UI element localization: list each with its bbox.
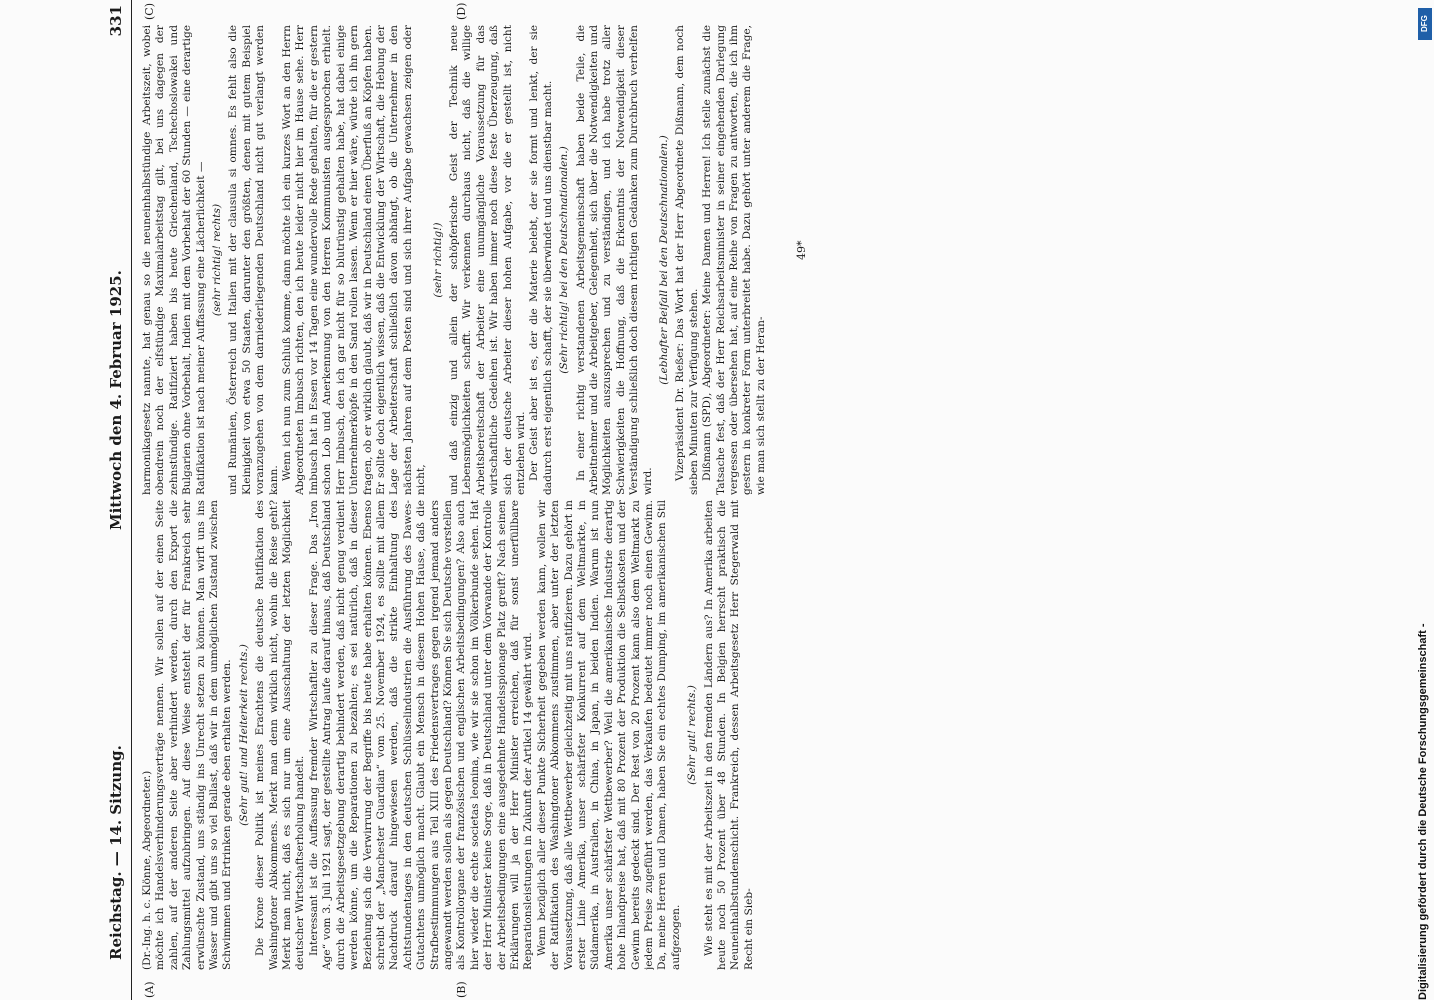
margin-marker-b: (B) [455,981,468,998]
paragraph: Wenn bezüglich aller dieser Punkte Sicherheit gegeben werden kann, wollen wir der Ratifikation des Washingtoner Abkommens zustimmen, aber unter der letzten Voraussetzung, daß alle Wettbewerber gleichzeitig mit uns ratifizieren. Dazu gehört in erster Linie Amerika, unser schärfster Konkurrent auf dem Weltmarkte, in Südamerika, in Australien, in China, in Japan, in beiden Indien. Warum ist nun Amerika unser schärfster Wettbewerber? Weil die amerikanische Industrie derartig hohe Inlandpreise hat, daß mit 80 Prozent der Produktion die Selbstkosten und der Gewinn bereits gedeckt sind. Der Rest von 20 Prozent kann also dem Weltmarkt zu jedem Preise zugeführt werden, das Verkaufen bedeutet immer noch einen Gewinn. Da, meine Herren und Damen, haben Sie ein echtes Dumping, im amerikanischen Stil aufgezogen. [535,500,682,970]
paragraph: Der Geist aber ist es, der die Materie belebt, der sie formt und lenkt, der sie dadurch erst eigentlich schafft, der sie überwindet und uns dienstbar macht. [528,25,554,495]
interjection: (Lebhafter Beifall bei den Deutschnationalen.) [658,135,671,385]
header-date: Mittwoch den 4. Februar 1925. [107,270,125,530]
margin-marker-c: (C) [143,3,156,20]
paragraph: Die Krone dieser Politik ist meines Erachtens die deutsche Ratifikation des Washingtoner Abkommens. Merkt man denn wirklich nicht, wohin die Reise geht? Merkt man nicht, daß es sich nur um eine Ausschaltung der letzten Möglichkeit deutscher Wirtschaftserholung handelt. [254,500,307,970]
paragraph: Interessant ist die Auffassung fremder Wirtschaftler zu dieser Frage. Das „Iron Age“ vom 3. Juli 1921 sagt, der gestellte Antrag laufe darauf hinaus, daß Deutschland durch die Arbeitsgesetzgebung derartig behindert werden, daß nicht genug verdient werden könne, um die Reparationen zu bezahlen; es sei natürlich, daß in dieser Beziehung sich die Verwirrung der Begriffe bis heute habe erhalten können. Ebenso schreibt der „Manchester Guardian“ vom 25. November 1924, es sollte mit allem Nachdruck darauf hingewiesen werden, daß die strikte Einhaltung des Achtstundentages in den deutschen Schlüsselindustrien die Ausführung des Dawes-Gutachtens unmöglich macht. Glaubt ein Mensch in diesem Hohen Hause, daß die Strafbestimmungen aus Teil XIII des Friedensvertrages gegen irgend jemand anders angewandt werden sollen als gegen Deutschland? Können Sie sich Deutsche vorstellen als Kontrollorgane der französischen und englischen Arbeitsbedingungen? Also auch hier wieder die echte societas leonina, wie wir sie schon im Völkerbunde sehen. Hat der Herr Minister keine Sorge, daß in Deutschland unter dem Vorwande der Kontrolle der Arbeitsbedingungen eine ausgedehnte Handelsspionage Platz greift? Nach seinen Erklärungen will ja der Herr Minister erreichen, daß für sonst unerfüllbare Reparationsleistungen in Zukunft der Artikel 14 gewährt wird. [307,500,535,970]
paragraph: und daß einzig und allein der schöpferische Geist der Technik neue Lebensmöglichkeiten schafft. Wir verkennen durchaus nicht, daß die willige Arbeitsbereitschaft der Arbeiter eine unumgängliche Voraussetzung für das wirtschaftliche Gedeihen ist. Wir haben immer noch diese feste Überzeugung, daß sich der deutsche Arbeiter dieser hohen Aufgabe, vor die er gestellt ist, nicht entziehen wird. [447,25,527,495]
margin-marker-a: (A) [143,981,156,998]
paragraph: Dißmann (SPD), Abgeordneter: Meine Damen und Herren! Ich stelle zunächst die Tatsache fest, daß der Herr Reichsarbeitsminister in seiner eingehenden Darlegung vergessen oder übersehen hat, auf eine Reihe von Fragen zu antworten, die ich ihm gestern in konkreter Form unterbreitet habe. Dazu gehört unter anderem die Frage, wie man sich stellt zu der Heran- [701,25,767,495]
footer-number: 49* [795,240,808,260]
paragraph: und Rumänien, Österreich und Italien mit der clausula si omnes. Es fehlt also die Kleinigkeit von etwa 50 Staaten, darunter den größten, denen mit gutem Beispiel voranzugehen von dem darniederliegenden Deutschland nicht gut verlangt werden kann. [227,25,280,495]
paragraph: In einer richtig verstandenen Arbeitsgemeinschaft haben beide Teile, die Arbeitnehmer und die Arbeitgeber, Gelegenheit, sich über die Notwendigkeiten und Möglichkeiten auszusprechen und zu verständigen, und ich habe trotz aller Schwierigkeiten die Hoffnung, daß die Erkenntnis der Notwendigkeit dieser Verständigung schließlich doch diesem richtigen Gedanken zum Durchbruch verhelfen wird. [574,25,654,495]
interjection: (Sehr gut! rechts.) [686,685,699,785]
interjection: (sehr richtig! rechts) [211,203,224,317]
right-column [141,25,791,495]
left-column [141,500,791,970]
paragraph: Wie steht es mit der Arbeitszeit in den fremden Ländern aus? In Amerika arbeiten heute noch 50 Prozent über 48 Stunden. In Belgien herrscht praktisch die Neuneinhalbstundenschicht. Frankreich, dessen Arbeitsgesetz Herr Stegerwald mit Recht ein Sieb- [702,500,755,970]
paragraph: Vizepräsident Dr. Rießer: Das Wort hat der Herr Abgeordnete Dißmann, dem noch sieben Minuten zur Verfügung stehen. [674,25,700,495]
page-number: 331 [107,5,125,37]
speaker-line: (Dr.-Ing. h. c. Klönne, Abgeordneter.) [141,770,153,970]
margin-marker-d: (D) [455,2,468,20]
rotated-page-content [105,0,808,1000]
header-session: Reichstag. — 14. Sitzung. [107,745,125,960]
paragraph: möchte ich Handelsverhinderungsverträge nennen. Wir sollen auf der einen Seite zahlen, auf der anderen Seite aber verhindert werden, durch den Export die Zahlungsmittel aufzubringen. Auf diese Weise entsteht der für Frankreich sehr erwünschte Zustand, uns ständig ins Unrecht setzen zu können. Man wirft uns ins Wasser und gibt uns so viel Ballast, daß wir in dem unmöglichen Zustand zwischen Schwimmen und Ertrinken gerade eben erhalten werden. [154,500,234,970]
interjection: (sehr richtig!) [431,222,444,298]
paragraph: harmonikagesetz nannte, hat genau so die neuneinhalbstündige Arbeitszeit, wobei obendrein noch der elfstündige Maximalarbeitstag gilt, bei uns dagegen der zehnstündige. Ratifiziert haben bis heute Griechenland, Tschechoslowakei und Bulgarien ohne Vorbehalt, Indien mit dem Vorbehalt der 60 Stunden — eine derartige Ratifikation ist nach meiner Auffassung eine Lächerlichkeit — [141,25,207,495]
dfg-logo: DFG [1418,8,1432,40]
page-header [105,0,132,1000]
interjection: (Sehr richtig! bei den Deutschnationalen.) [558,146,571,374]
paragraph: Wenn ich nun zum Schluß komme, dann möchte ich ein kurzes Wort an den Herrn Abgeordneten Imbusch richten, den ich heute leider nicht hier im Hause sehe. Herr Imbusch hat in Essen vor 14 Tagen eine wundervolle Rede gehalten, für die er gestern schon Lob und Anerkennung von den Herren Kommunisten ausgesprochen erhielt. Herr Imbusch, den ich gar nicht für so blutrünstig gehalten habe, hat dabei einige Unternehmerköpfe in den Sand rollen lassen. Wenn er hier wäre, würde ich ihn gern fragen, ob er wirklich glaubt, daß wir in Deutschland einen Überfluß an Köpfen haben. Er sollte doch eigentlich wissen, daß die Entwicklung der Wirtschaft, die Hebung der Lage der Arbeiterschaft schließlich davon abhängt, ob die Unternehmer in den nächsten Jahren auf dem Posten sind und sich ihrer Aufgabe gewachsen zeigen oder nicht, [281,25,428,495]
interjection: (Sehr gut! und Heiterkeit rechts.) [237,644,250,826]
digitization-credit: Digitalisierung gefördert durch die Deutsche Forschungsgemeinschaft - [1417,623,1429,1000]
